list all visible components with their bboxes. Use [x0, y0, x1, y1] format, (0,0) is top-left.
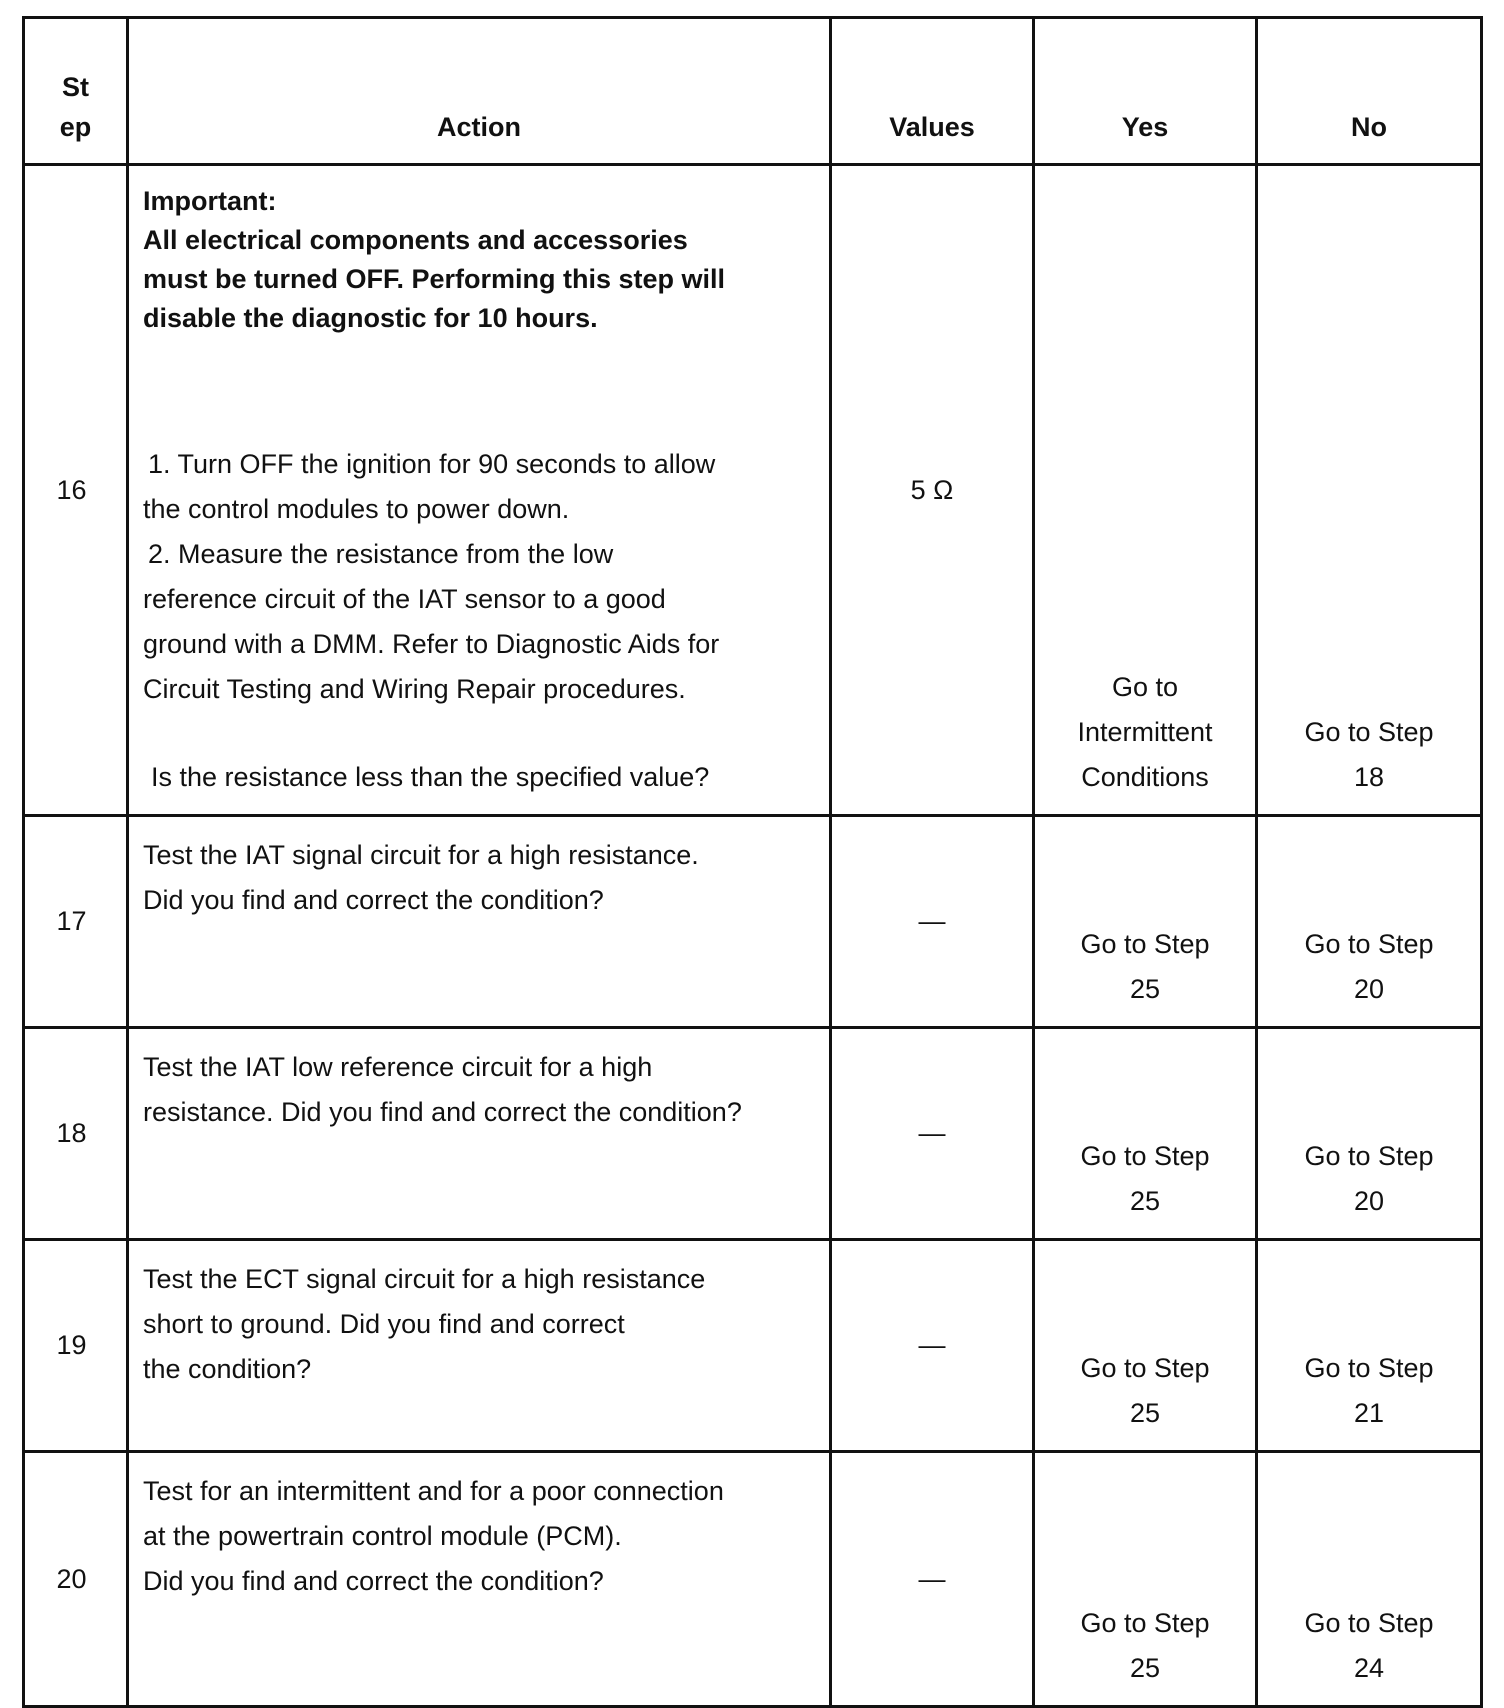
- action-line: at the powertrain control module (PCM).: [143, 1521, 622, 1551]
- no-line: 21: [1353, 1398, 1385, 1428]
- action-cell: [128, 1452, 831, 1707]
- no-line: 20: [1353, 1186, 1385, 1216]
- header-action: Action: [128, 18, 831, 165]
- no-cell: [1257, 1028, 1482, 1240]
- procedure-line: reference circuit of the IAT sensor to a good: [143, 584, 666, 614]
- action-line: short to ground. Did you find and correct: [143, 1309, 625, 1339]
- header-values: Values: [831, 18, 1034, 165]
- important-note: [143, 182, 815, 338]
- header-step-line2: ep: [59, 112, 92, 142]
- step-number: 19: [24, 1240, 128, 1452]
- yes-line: Go to Step: [1080, 1353, 1210, 1383]
- diagnostic-table: [22, 16, 1483, 1708]
- yes-line: Go to: [1111, 672, 1179, 702]
- no-line: Go to Step: [1304, 1353, 1434, 1383]
- important-label: Important:: [143, 186, 277, 216]
- step-number: 18: [24, 1028, 128, 1240]
- table-row: [24, 1452, 1482, 1707]
- value-cell: —: [831, 816, 1034, 1028]
- step-number: 17: [24, 816, 128, 1028]
- action-cell: [128, 1240, 831, 1452]
- important-line: All electrical components and accessories: [143, 225, 688, 255]
- table-row: [24, 165, 1482, 816]
- action-line: Did you find and correct the condition?: [143, 1566, 604, 1596]
- action-line: Did you find and correct the condition?: [143, 885, 604, 915]
- yes-line: Go to Step: [1080, 1141, 1210, 1171]
- header-step-line1: St: [62, 72, 89, 102]
- yes-line: Intermittent: [1077, 717, 1213, 747]
- yes-cell: [1034, 1028, 1257, 1240]
- yes-line: 25: [1129, 1398, 1161, 1428]
- yes-cell: [1034, 816, 1257, 1028]
- table-row: [24, 1240, 1482, 1452]
- table-row: [24, 816, 1482, 1028]
- important-line: must be turned OFF. Performing this step will: [143, 264, 726, 294]
- action-line: resistance. Did you find and correct the condition?: [143, 1097, 742, 1127]
- yes-line: 25: [1129, 974, 1161, 1004]
- yes-line: 25: [1129, 1653, 1161, 1683]
- no-line: Go to Step: [1304, 1141, 1434, 1171]
- important-line: disable the diagnostic for 10 hours.: [143, 303, 598, 333]
- no-cell: [1257, 1452, 1482, 1707]
- no-cell: [1257, 165, 1482, 816]
- action-line: Test the IAT signal circuit for a high resistance.: [143, 840, 699, 870]
- no-line: 24: [1353, 1653, 1385, 1683]
- action-line: the condition?: [143, 1354, 312, 1384]
- no-line: Go to Step: [1304, 1608, 1434, 1638]
- procedure-line: 2. Measure the resistance from the low: [148, 539, 614, 569]
- no-line: 20: [1353, 974, 1385, 1004]
- action-cell: [128, 1028, 831, 1240]
- step-number: 16: [24, 165, 128, 816]
- yes-cell: [1034, 1452, 1257, 1707]
- action-line: Test the ECT signal circuit for a high resistance: [143, 1264, 706, 1294]
- action-line: Test the IAT low reference circuit for a high: [143, 1052, 653, 1082]
- header-no: No: [1257, 18, 1482, 165]
- header-yes: Yes: [1034, 18, 1257, 165]
- yes-line: Go to Step: [1080, 929, 1210, 959]
- action-line: Test for an intermittent and for a poor connection: [143, 1476, 724, 1506]
- no-line: Go to Step: [1304, 929, 1434, 959]
- table-row: [24, 1028, 1482, 1240]
- value-cell: —: [831, 1028, 1034, 1240]
- yes-line: 25: [1129, 1186, 1161, 1216]
- procedure-line: 1. Turn OFF the ignition for 90 seconds to allow: [148, 449, 716, 479]
- no-cell: [1257, 816, 1482, 1028]
- question-text: Is the resistance less than the specified value?: [151, 762, 710, 792]
- yes-line: Conditions: [1081, 762, 1209, 792]
- value-cell: —: [831, 1240, 1034, 1452]
- no-cell: [1257, 1240, 1482, 1452]
- yes-cell: [1034, 165, 1257, 816]
- no-line: Go to Step: [1304, 717, 1434, 747]
- action-cell: [128, 165, 831, 816]
- procedure-line: Circuit Testing and Wiring Repair procedures.: [143, 674, 686, 704]
- header-row: [24, 18, 1482, 165]
- action-cell: [128, 816, 831, 1028]
- step-number: 20: [24, 1452, 128, 1707]
- yes-line: Go to Step: [1080, 1608, 1210, 1638]
- no-line: 18: [1353, 762, 1385, 792]
- yes-cell: [1034, 1240, 1257, 1452]
- value-cell: 5 Ω: [831, 165, 1034, 816]
- header-step: [24, 18, 128, 165]
- procedure-line: ground with a DMM. Refer to Diagnostic Aids for: [143, 629, 720, 659]
- procedure-line: the control modules to power down.: [143, 494, 570, 524]
- value-cell: —: [831, 1452, 1034, 1707]
